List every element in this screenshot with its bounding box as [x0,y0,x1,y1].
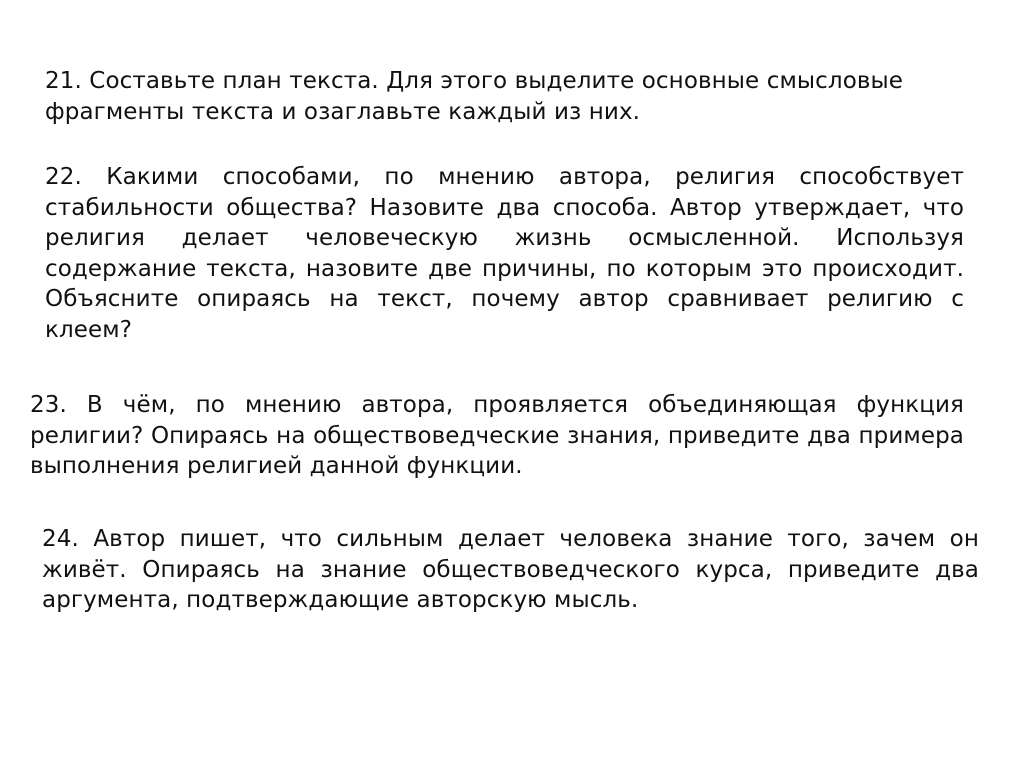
task-21-text: 21. Составьте план текста. Для этого выделите основные смысловые фрагменты текста и озаглавьте каждый из них. [45,68,904,125]
task-24-text: 24. Автор пишет, что сильным делает человека знание того, зачем он живёт. Опираясь на знание обществоведческого курса, приведите два аргумента, подтверждающие авторскую мысль. [42,526,979,613]
task-22-text: 22. Какими способами, по мнению автора, религия способствует стабильности общества? Назовите два способа. Автор утверждает, что религия делает человеческую жизнь осмысленной. Используя содержание текста, назовите две причины, по которым это происходит. Объясните опираясь на текст, почему автор сравнивает религию с клеем? [45,164,964,343]
task-23-text: 23. В чём, по мнению автора, проявляется объединяющая функция религии? Опираясь на обществоведческие знания, приведите два примера выполнения религией данной функции. [30,392,964,479]
